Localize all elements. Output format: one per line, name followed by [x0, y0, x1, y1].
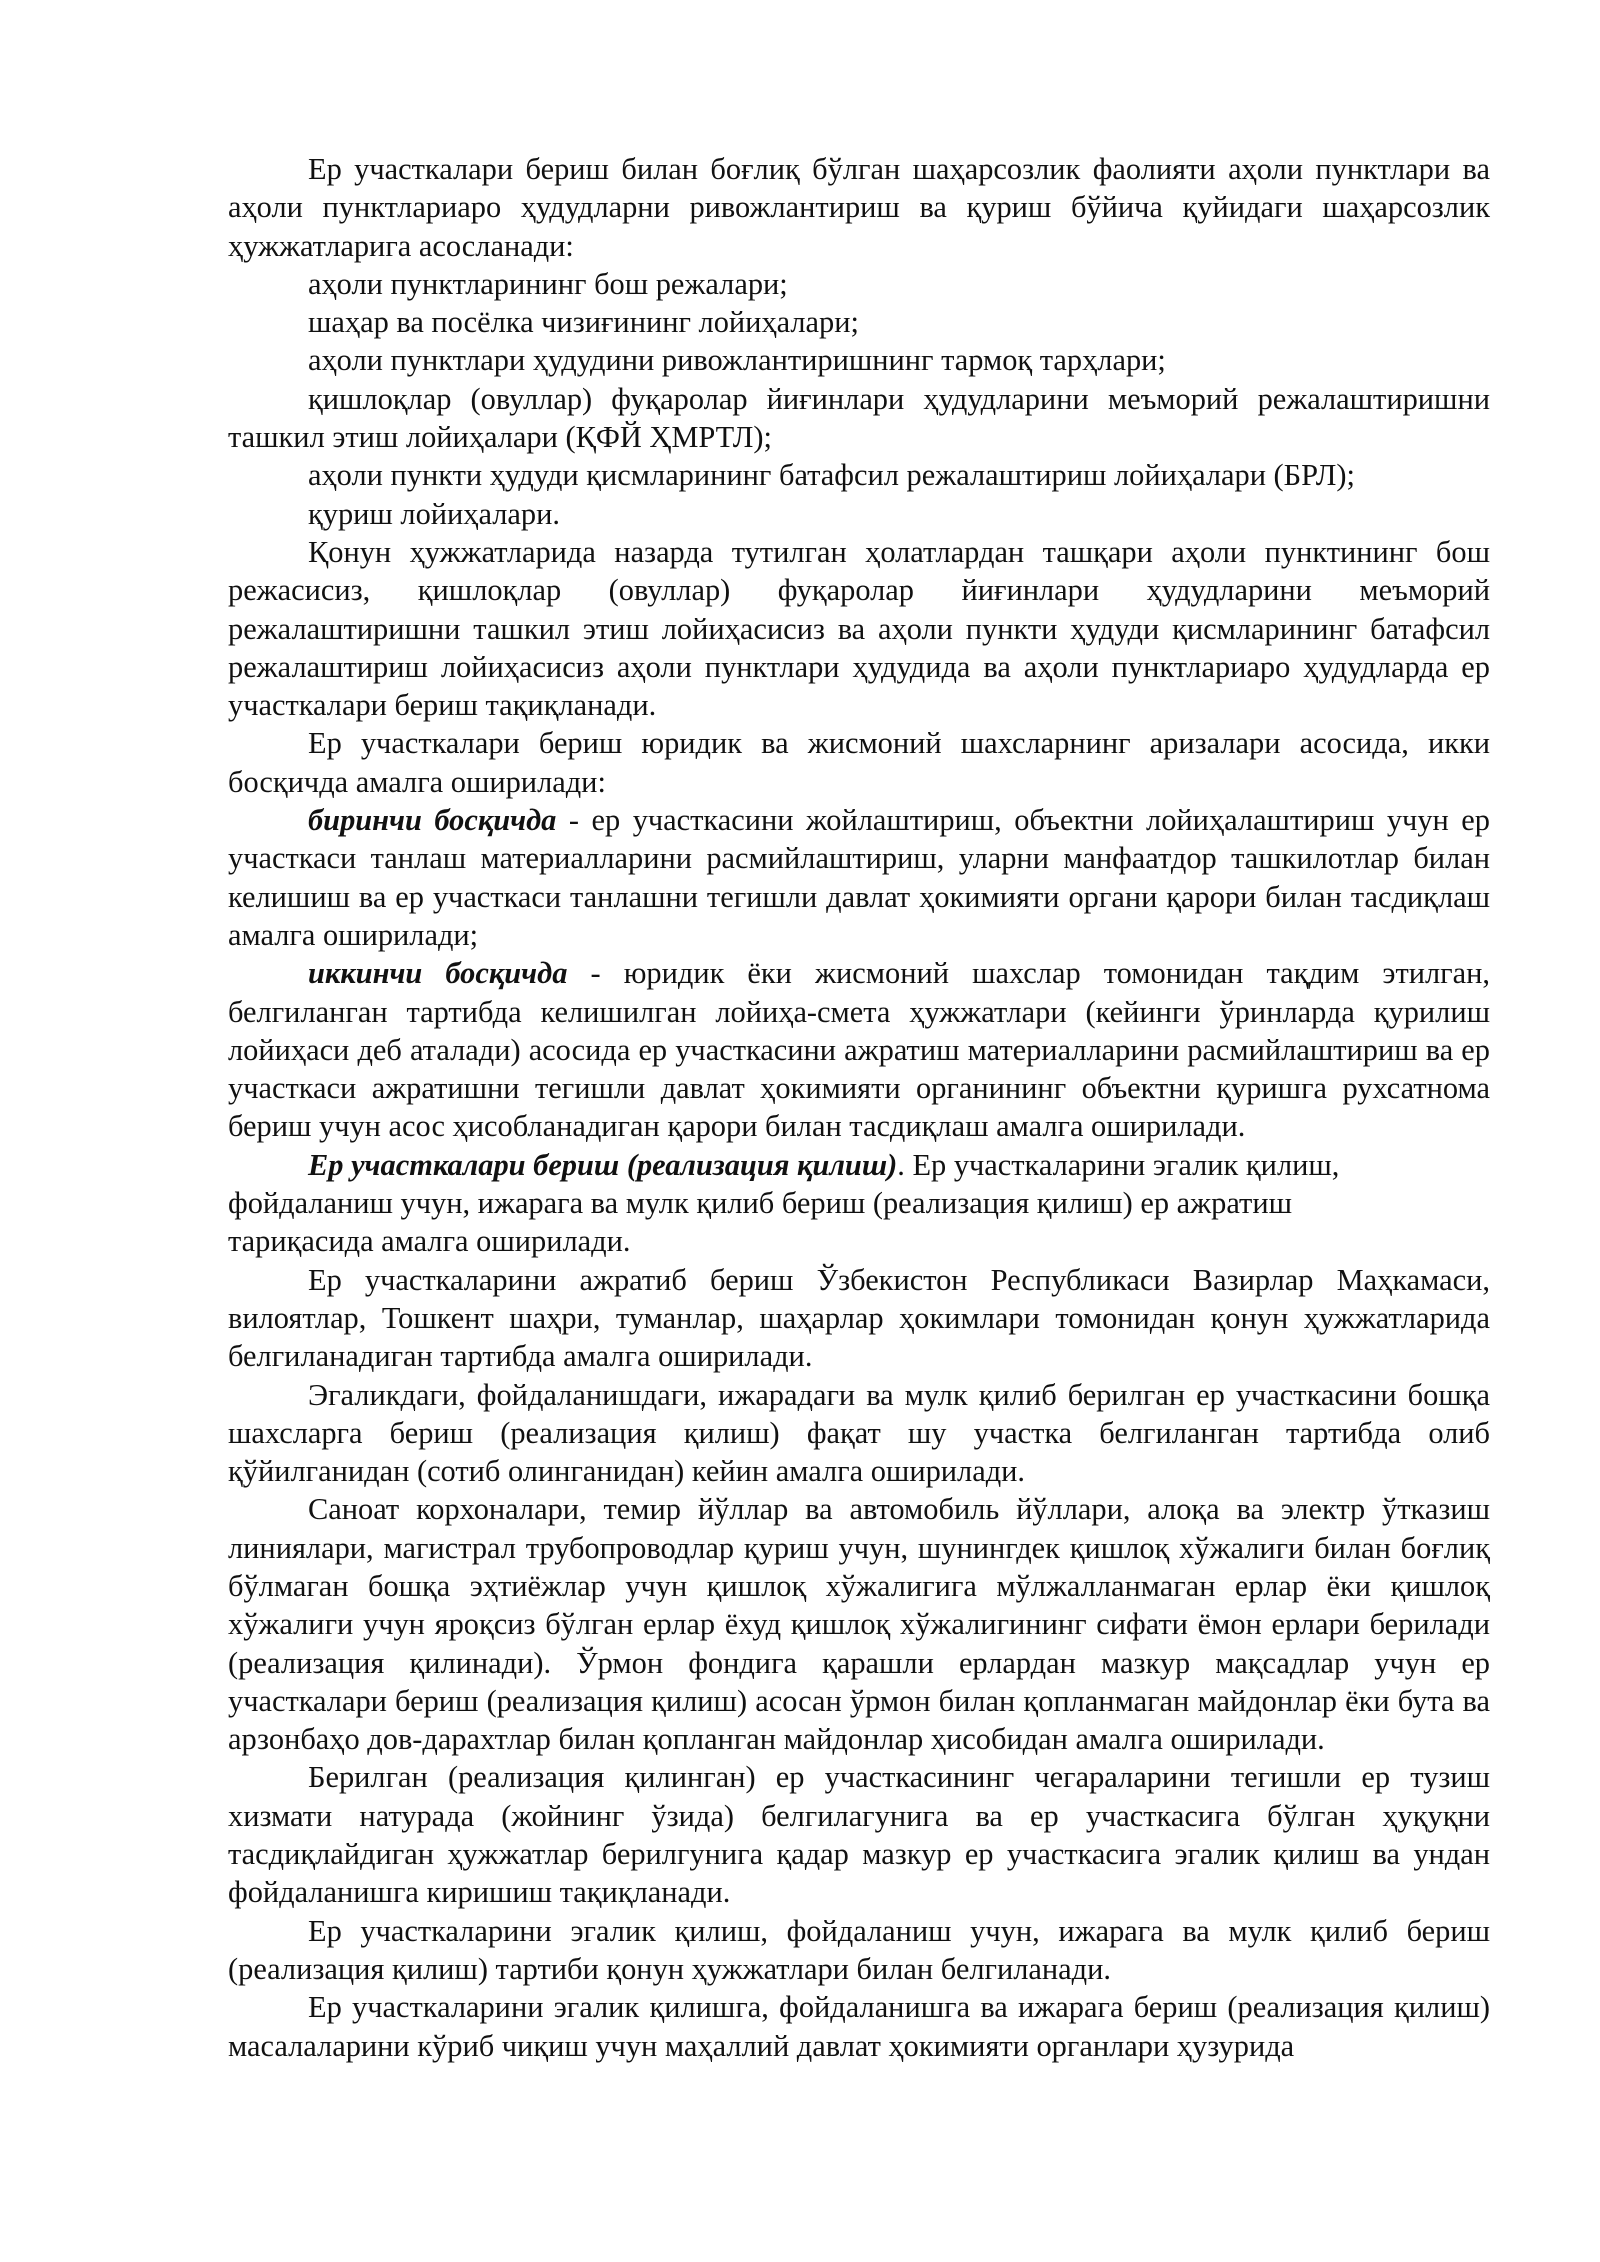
list-item-network-schemes: аҳоли пунктлари ҳудудини ривожлантиришнинг тармоқ тарҳлари; — [308, 343, 1166, 378]
paragraph-prohibition: Қонун ҳужжатларида назарда тутилган ҳолатлардан ташқари аҳоли пунктининг бош режасисиз, қишлоқлар (овуллар) фуқаролар йиғинлари ҳудудларини меъморий режалаштиришни ташкил этиш лойиҳасисиз ва аҳоли пункти ҳудуди қисмларининг батафсил режалаштириш лойиҳасисиз аҳоли пунктлари ҳудудида ва аҳоли пунктлариаро ҳудудларда ер участкалари бериш тақиқланади. — [228, 534, 1490, 723]
document-page — [228, 150, 1490, 2065]
list-item-general-plans: аҳоли пунктларининг бош режалари; — [308, 266, 788, 301]
paragraph-boundary-marking: Берилган (реализация қилинган) ер участкасининг чегараларини тегишли ер тузиш хизмати натурада (жойнинг ўзида) белгилагунига ва ер участкасига бўлган ҳуқуқни тасдиқлайдиган ҳужжатлар берилгунига қадар мазкур ер участкасига эгалик қилиш ва ундан фойдаланишга киришиш тақиқланади. — [228, 1760, 1490, 1910]
realization-line-1: . Ер участкаларини эгалик қилиш, — [897, 1147, 1340, 1182]
paragraph-allocation-authorities: Ер участкаларини ажратиб бериш Ўзбекистон Республикаси Вазирлар Маҳкамаси, вилоятлар, Тошкент шаҳри, туманлар, шаҳарлар ҳокимлари томонидан қонун ҳужжатларида белгиланадиган тартибда амалга оширилади. — [228, 1262, 1490, 1374]
list-item-village-planning: қишлоқлар (овуллар) фуқаролар йиғинлари ҳудудларини меъморий режалаштиришни ташкил этиш лойиҳалари (ҚФЙ ҲМРТЛ); — [228, 381, 1490, 455]
realization-lead: Ер участкалари бериш (реализация қилиш) — [308, 1147, 898, 1182]
realization-line-3: тариқасида амалга оширилади. — [228, 1224, 631, 1259]
paragraph-first-stage — [228, 801, 1490, 954]
paragraph-1: Ер участкалари бериш билан боғлиқ бўлган шаҳарсозлик фаолияти аҳоли пунктлари ва аҳоли пунктлариаро ҳудудларни ривожлантириш ва қуриш бўйича қуйидаги шаҳарсозлик ҳужжатларига асосланади: — [228, 152, 1490, 263]
list-item-boundary-projects: шаҳар ва посёлка чизиғининг лойиҳалари; — [308, 305, 859, 340]
list-item-detailed-planning: аҳоли пункти ҳудуди қисмларининг батафсил режалаштириш лойиҳалари (БРЛ); — [308, 458, 1355, 493]
second-stage-lead: иккинчи босқичда — [308, 956, 568, 991]
paragraph-second-stage — [228, 954, 1490, 1145]
paragraph-industrial-lands: Саноат корхоналари, темир йўллар ва автомобиль йўллари, алоқа ва электр ўтказиш линиялари, магистрал трубопроводлар қуриш учун, шунингдек қишлоқ хўжалиги билан боғлиқ бўлмаган бошқа эҳтиёжлар учун қишлоқ хўжалигига мўлжалланмаган ерлар ёки қишлоқ хўжалиги учун яроқсиз бўлган ерлар ёхуд қишлоқ хўжалигининг сифати ёмон ерлари берилади (реализация қилинади). Ўрмон фондига қарашли ерлардан мазкур мақсадлар учун ер участкалари бериш (реализация қилиш) асосан ўрмон билан қопланмаган майдонлар ёки бута ва арзонбаҳо дов-дарахтлар билан қопланган майдонлар ҳисобидан амалга оширилади. — [228, 1492, 1490, 1757]
list-item-construction-projects: қуриш лойиҳалари. — [308, 496, 560, 531]
paragraph-transfer-to-others: Эгаликдаги, фойдаланишдаги, ижарадаги ва мулк қилиб берилган ер участкасини бошқа шахсларга бериш (реализация қилиш) фақат шу участка белгиланган тартибда олиб қўйилганидан (сотиб олинганидан) кейин амалга оширилади. — [228, 1377, 1490, 1489]
realization-line-2: фойдаланиш учун, ижарага ва мулк қилиб бериш (реализация қилиш) ер ажратиш — [228, 1186, 1292, 1221]
paragraph-two-stages: Ер участкалари бериш юридик ва жисмоний шахсларнинг аризалари асосида, икки босқичда амалга оширилади: — [228, 726, 1490, 799]
paragraph-local-authorities: Ер участкаларини эгалик қилишга, фойдаланишга ва ижарага бериш (реализация қилиш) масалаларини кўриб чиқиш учун маҳаллий давлат ҳокимияти органлари ҳузурида — [228, 1990, 1490, 2063]
second-stage-text: - юридик ёки жисмоний шахслар томонидан тақдим этилган, белгиланган тартибда келишилган лойиҳа-смета ҳужжатлари (кейинги ўринларда қурилиш лойиҳаси деб аталади) асосида ер участкасини ажратиш материалларини расмийлаштириш ва ер участкаси ажратишни тегишли давлат ҳокимияти органининг объектни қуришга рухсатнома бериш учун асос ҳисобланадиган қарори билан тасдиқлаш амалга оширилади. — [228, 956, 1490, 1144]
first-stage-text: - ер участкасини жойлаштириш, объектни лойиҳалаштириш учун ер участкаси танлаш материалларини расмийлаштириш, уларни манфаатдор ташкилотлар билан келишиш ва ер участкаси танлашни тегишли давлат ҳокимияти органи қарори билан тасдиқлаш амалга оширилади; — [228, 803, 1490, 952]
paragraph-procedure: Ер участкаларини эгалик қилиш, фойдаланиш учун, ижарага ва мулк қилиб бериш (реализация қилиш) тартиби қонун ҳужжатлари билан белгиланади. — [228, 1913, 1490, 1986]
paragraph-realization — [228, 1146, 1490, 1261]
first-stage-lead: биринчи босқичда — [308, 803, 557, 838]
